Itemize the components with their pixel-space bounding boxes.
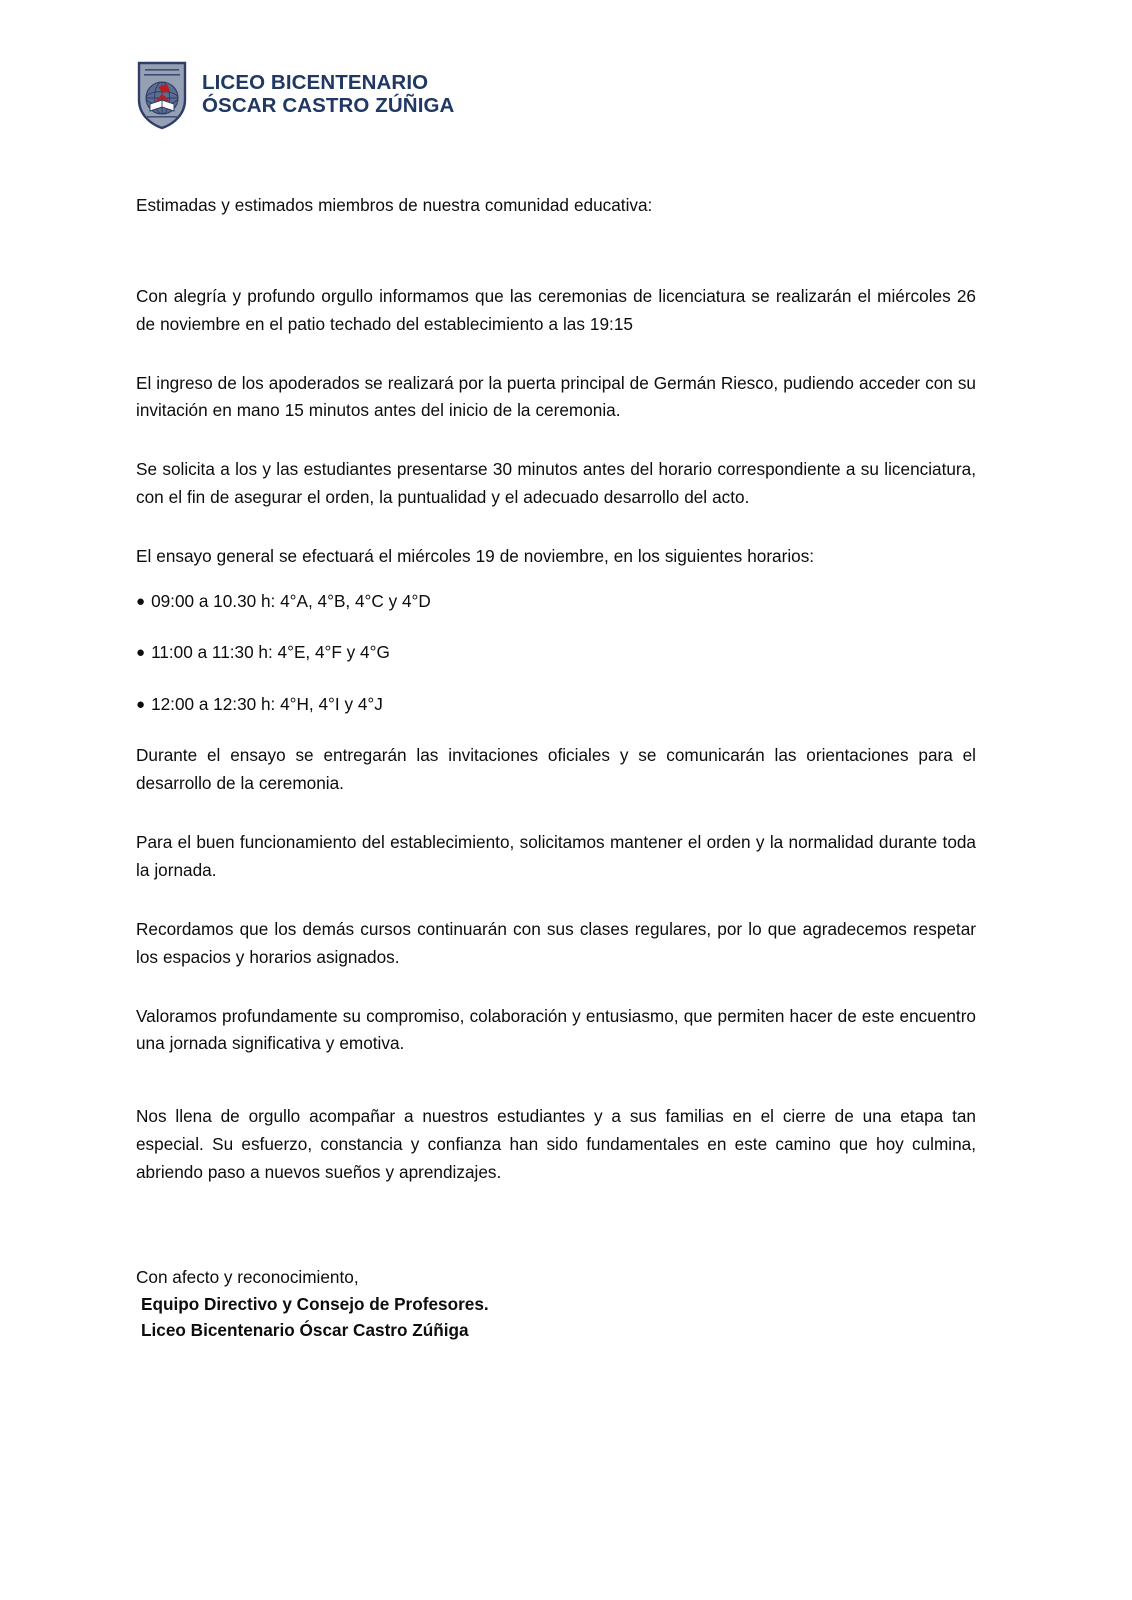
- letterhead-line-1: LICEO BICENTENARIO: [202, 71, 429, 95]
- bullet-icon: ●: [136, 592, 146, 610]
- spacer: [136, 356, 976, 370]
- spacer: [136, 237, 976, 283]
- school-crest-icon: [136, 60, 188, 130]
- list-item-label: 11:00 a 11:30 h: 4°E, 4°F y 4°G: [151, 642, 390, 663]
- list-item: [136, 639, 976, 667]
- list-item: [136, 691, 976, 719]
- signature-closing: Con afecto y reconocimiento,: [136, 1266, 359, 1287]
- spacer: [136, 529, 976, 543]
- rehearsal-schedule-list: [136, 588, 976, 719]
- paragraph-invitations: Durante el ensayo se entregarán las invitaciones oficiales y se comunicarán las orientaciones para el desarrollo de la ceremonia.: [136, 745, 976, 794]
- list-item-label: 12:00 a 12:30 h: 4°H, 4°I y 4°J: [151, 693, 383, 714]
- list-item: [136, 588, 976, 616]
- letter-body: [136, 192, 976, 1344]
- bullet-icon: ●: [136, 695, 146, 713]
- paragraph-student-arrival: Se solicita a los y las estudiantes presentarse 30 minutos antes del horario correspondiente a su licenciatura, con el fin de asegurar el orden, la puntualidad y el adecuado desarrollo del acto.: [136, 459, 976, 508]
- paragraph-closing-message: Nos llena de orgullo acompañar a nuestros estudiantes y a sus familias en el cierre de una etapa tan especial. Su esfuerzo, constancia y confianza han sido fundamentales en este camino que hoy culmina, abriendo paso a nuevos sueños y aprendizajes.: [136, 1106, 976, 1183]
- letterhead-title-block: [202, 72, 454, 118]
- paragraph-guardian-entry: El ingreso de los apoderados se realizará por la puerta principal de Germán Riesco, pudiendo acceder con su invitación en mano 15 minutos antes del inicio de la ceremonia.: [136, 372, 976, 421]
- paragraph-other-courses: Recordamos que los demás cursos continuarán con sus clases regulares, por lo que agradecemos respetar los espacios y horarios asignados.: [136, 918, 976, 967]
- spacer: [136, 1075, 976, 1103]
- list-item-label: 09:00 a 10.30 h: 4°A, 4°B, 4°C y 4°D: [151, 590, 431, 611]
- signature-block: [136, 1264, 976, 1344]
- signature-team: Equipo Directivo y Consejo de Profesores.: [141, 1293, 489, 1314]
- paragraph-rehearsal-intro: El ensayo general se efectuará el miércoles 19 de noviembre, en los siguientes horarios:: [136, 546, 815, 567]
- spacer: [136, 989, 976, 1003]
- bullet-icon: ●: [136, 644, 146, 662]
- letterhead: [136, 60, 454, 130]
- paragraph-appreciation: Valoramos profundamente su compromiso, colaboración y entusiasmo, que permiten hacer de este encuentro una jornada significativa y emotiva.: [136, 1005, 976, 1054]
- spacer: [136, 815, 976, 829]
- paragraph-order-normality: Para el buen funcionamiento del establecimiento, solicitamos mantener el orden y la normalidad durante toda la jornada.: [136, 832, 976, 880]
- spacer: [136, 902, 976, 916]
- greeting-line: Estimadas y estimados miembros de nuestra comunidad educativa:: [136, 195, 653, 215]
- letterhead-line-2: ÓSCAR CASTRO ZÚÑIGA: [202, 94, 455, 117]
- spacer: [136, 442, 976, 456]
- signature-school: Liceo Bicentenario Óscar Castro Zúñiga: [141, 1320, 469, 1341]
- spacer: [136, 1204, 976, 1264]
- paragraph-ceremony-date: Con alegría y profundo orgullo informamos que las ceremonias de licenciatura se realizarán el miércoles 26 de noviembre en el patio techado del establecimiento a las 19:15: [136, 285, 976, 334]
